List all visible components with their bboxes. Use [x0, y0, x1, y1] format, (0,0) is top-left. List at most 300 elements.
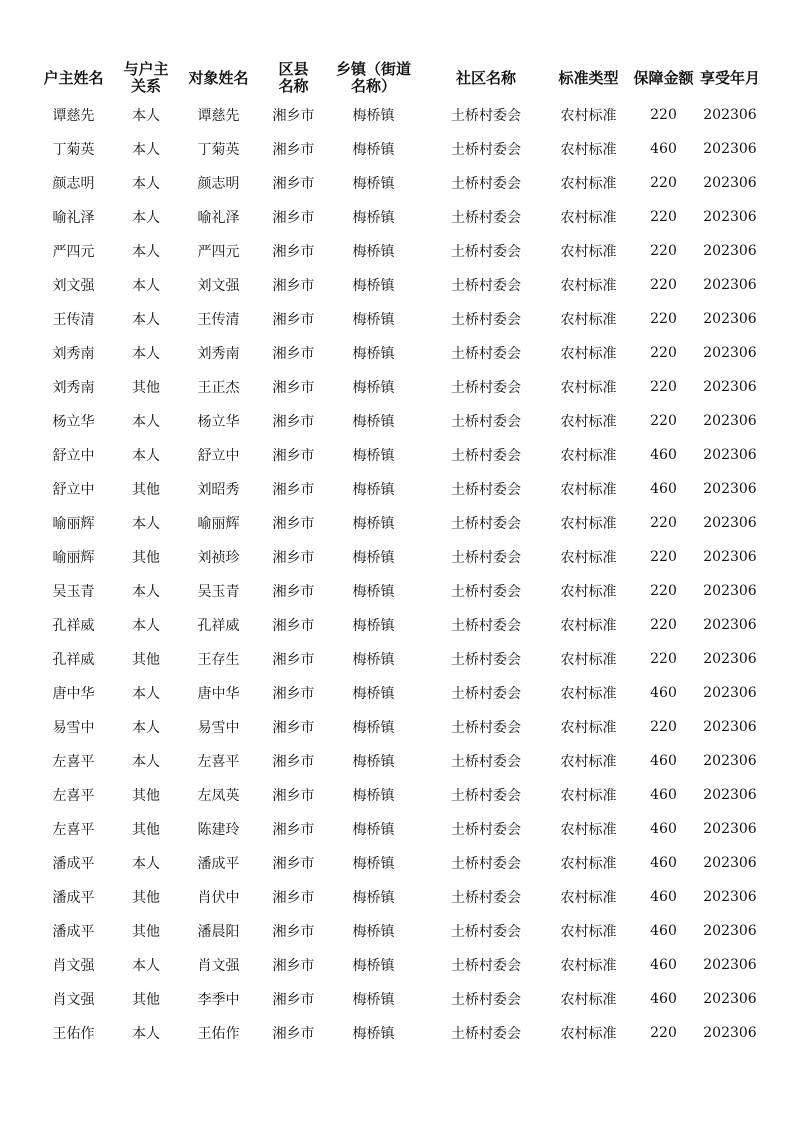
recipient-name-cell: 王佑作	[197, 1026, 240, 1042]
col-head-period	[696, 58, 764, 98]
householder-name-cell: 喻礼泽	[52, 210, 95, 226]
table-row	[26, 438, 764, 472]
table-row	[26, 880, 764, 914]
householder-name-cell: 丁菊英	[52, 142, 95, 158]
recipient-name-cell: 丁菊英	[197, 142, 240, 158]
relation-cell: 本人	[132, 108, 160, 124]
county-cell: 湘乡市	[272, 176, 315, 192]
householder-name-cell: 肖文强	[52, 992, 95, 1008]
recipient-name-cell: 刘文强	[197, 278, 240, 294]
community-cell: 土桥村委会	[451, 822, 521, 838]
amount-cell: 460	[650, 753, 677, 769]
township-cell: 梅桥镇	[352, 958, 395, 974]
community-cell: 土桥村委会	[451, 856, 521, 872]
county-cell: 湘乡市	[272, 550, 315, 566]
period-cell: 202306	[703, 447, 757, 463]
township-cell: 梅桥镇	[352, 448, 395, 464]
county-cell: 湘乡市	[272, 754, 315, 770]
householder-name-cell: 杨立华	[52, 414, 95, 430]
community-cell: 土桥村委会	[451, 958, 521, 974]
community-cell: 土桥村委会	[451, 686, 521, 702]
header-label-line: 社区名称	[455, 68, 516, 87]
relation-cell: 本人	[132, 720, 160, 736]
county-cell: 湘乡市	[272, 448, 315, 464]
township-cell: 梅桥镇	[352, 992, 395, 1008]
county-cell: 湘乡市	[272, 992, 315, 1008]
community-cell: 土桥村委会	[451, 108, 521, 124]
recipient-name-cell: 肖伏中	[197, 890, 240, 906]
relation-cell: 本人	[132, 278, 160, 294]
relation-cell: 本人	[132, 210, 160, 226]
householder-name-cell: 喻丽辉	[52, 516, 95, 532]
relation-cell: 本人	[132, 176, 160, 192]
relation-cell: 本人	[132, 516, 160, 532]
community-cell: 土桥村委会	[451, 244, 521, 260]
community-cell: 土桥村委会	[451, 414, 521, 430]
community-cell: 土桥村委会	[451, 516, 521, 532]
community-cell: 土桥村委会	[451, 142, 521, 158]
header-label-line: 标准类型	[558, 68, 619, 87]
period-cell: 202306	[703, 991, 757, 1007]
col-head-householder-name	[26, 58, 121, 98]
recipient-name-cell: 肖文强	[197, 958, 240, 974]
community-cell: 土桥村委会	[451, 924, 521, 940]
period-cell: 202306	[703, 855, 757, 871]
table-row	[26, 98, 764, 132]
township-cell: 梅桥镇	[352, 312, 395, 328]
county-cell: 湘乡市	[272, 482, 315, 498]
standard-type-cell: 农村标准	[560, 550, 617, 566]
standard-type-cell: 农村标准	[560, 720, 617, 736]
township-cell: 梅桥镇	[352, 346, 395, 362]
recipient-name-cell: 潘成平	[197, 856, 240, 872]
amount-cell: 220	[650, 107, 677, 123]
amount-cell: 220	[650, 583, 677, 599]
county-cell: 湘乡市	[272, 1026, 315, 1042]
community-cell: 土桥村委会	[451, 618, 521, 634]
standard-type-cell: 农村标准	[560, 210, 617, 226]
amount-cell: 220	[650, 549, 677, 565]
standard-type-cell: 农村标准	[560, 924, 617, 940]
relation-cell: 本人	[132, 958, 160, 974]
header-label-line: 享受年月	[699, 68, 760, 87]
period-cell: 202306	[703, 481, 757, 497]
relation-cell: 其他	[132, 550, 160, 566]
community-cell: 土桥村委会	[451, 550, 521, 566]
standard-type-cell: 农村标准	[560, 618, 617, 634]
period-cell: 202306	[703, 277, 757, 293]
header-label-line: 与户主	[123, 60, 169, 78]
county-cell: 湘乡市	[272, 686, 315, 702]
township-cell: 梅桥镇	[352, 618, 395, 634]
householder-name-cell: 吴玉青	[52, 584, 95, 600]
relation-cell: 其他	[132, 924, 160, 940]
community-cell: 土桥村委会	[451, 720, 521, 736]
standard-type-cell: 农村标准	[560, 346, 617, 362]
table-row	[26, 200, 764, 234]
relation-cell: 其他	[132, 890, 160, 906]
householder-name-cell: 刘秀南	[52, 346, 95, 362]
county-cell: 湘乡市	[272, 346, 315, 362]
community-cell: 土桥村委会	[451, 584, 521, 600]
standard-type-cell: 农村标准	[560, 992, 617, 1008]
township-cell: 梅桥镇	[352, 754, 395, 770]
table-row	[26, 574, 764, 608]
community-cell: 土桥村委会	[451, 754, 521, 770]
county-cell: 湘乡市	[272, 414, 315, 430]
community-cell: 土桥村委会	[451, 482, 521, 498]
community-cell: 土桥村委会	[451, 312, 521, 328]
period-cell: 202306	[703, 209, 757, 225]
recipient-name-cell: 潘晨阳	[197, 924, 240, 940]
table-row	[26, 914, 764, 948]
amount-cell: 460	[650, 991, 677, 1007]
recipient-name-cell: 严四元	[197, 244, 240, 260]
township-cell: 梅桥镇	[352, 788, 395, 804]
householder-name-cell: 孔祥威	[52, 618, 95, 634]
relation-cell: 本人	[132, 346, 160, 362]
table-row	[26, 1016, 764, 1050]
table-row	[26, 608, 764, 642]
householder-name-cell: 刘文强	[52, 278, 95, 294]
householder-name-cell: 潘成平	[52, 924, 95, 940]
header-label-line: 名称）	[350, 77, 396, 95]
standard-type-cell: 农村标准	[560, 142, 617, 158]
amount-cell: 220	[650, 345, 677, 361]
township-cell: 梅桥镇	[352, 1026, 395, 1042]
period-cell: 202306	[703, 787, 757, 803]
period-cell: 202306	[703, 311, 757, 327]
col-head-county	[266, 58, 321, 98]
amount-cell: 220	[650, 651, 677, 667]
township-cell: 梅桥镇	[352, 108, 395, 124]
recipient-name-cell: 易雪中	[197, 720, 240, 736]
recipient-name-cell: 颜志明	[197, 176, 240, 192]
recipient-name-cell: 孔祥威	[197, 618, 240, 634]
relation-cell: 本人	[132, 448, 160, 464]
county-cell: 湘乡市	[272, 788, 315, 804]
col-head-amount	[631, 58, 696, 98]
standard-type-cell: 农村标准	[560, 516, 617, 532]
householder-name-cell: 喻丽辉	[52, 550, 95, 566]
county-cell: 湘乡市	[272, 516, 315, 532]
table-row	[26, 302, 764, 336]
standard-type-cell: 农村标准	[560, 856, 617, 872]
relation-cell: 本人	[132, 686, 160, 702]
amount-cell: 460	[650, 957, 677, 973]
amount-cell: 460	[650, 685, 677, 701]
township-cell: 梅桥镇	[352, 244, 395, 260]
standard-type-cell: 农村标准	[560, 244, 617, 260]
recipient-name-cell: 陈建玲	[197, 822, 240, 838]
col-head-standard-type	[546, 58, 631, 98]
recipient-name-cell: 刘祯珍	[197, 550, 240, 566]
amount-cell: 460	[650, 889, 677, 905]
period-cell: 202306	[703, 243, 757, 259]
header-label-line: 对象姓名	[188, 68, 249, 87]
community-cell: 土桥村委会	[451, 278, 521, 294]
householder-name-cell: 谭慈先	[52, 108, 95, 124]
householder-name-cell: 刘秀南	[52, 380, 95, 396]
township-cell: 梅桥镇	[352, 652, 395, 668]
township-cell: 梅桥镇	[352, 482, 395, 498]
county-cell: 湘乡市	[272, 958, 315, 974]
householder-name-cell: 颜志明	[52, 176, 95, 192]
county-cell: 湘乡市	[272, 108, 315, 124]
recipient-name-cell: 刘秀南	[197, 346, 240, 362]
header-label-line: 名称	[278, 77, 309, 95]
amount-cell: 220	[650, 719, 677, 735]
amount-cell: 220	[650, 175, 677, 191]
standard-type-cell: 农村标准	[560, 448, 617, 464]
standard-type-cell: 农村标准	[560, 414, 617, 430]
standard-type-cell: 农村标准	[560, 108, 617, 124]
amount-cell: 220	[650, 413, 677, 429]
amount-cell: 220	[650, 311, 677, 327]
recipient-name-cell: 王正杰	[197, 380, 240, 396]
township-cell: 梅桥镇	[352, 380, 395, 396]
table-body	[26, 98, 764, 1050]
township-cell: 梅桥镇	[352, 686, 395, 702]
county-cell: 湘乡市	[272, 856, 315, 872]
period-cell: 202306	[703, 107, 757, 123]
period-cell: 202306	[703, 685, 757, 701]
standard-type-cell: 农村标准	[560, 278, 617, 294]
amount-cell: 460	[650, 821, 677, 837]
standard-type-cell: 农村标准	[560, 754, 617, 770]
period-cell: 202306	[703, 719, 757, 735]
header-row	[26, 58, 764, 98]
township-cell: 梅桥镇	[352, 414, 395, 430]
col-head-township	[321, 58, 426, 98]
table-row	[26, 404, 764, 438]
period-cell: 202306	[703, 345, 757, 361]
standard-type-cell: 农村标准	[560, 890, 617, 906]
table-row	[26, 778, 764, 812]
county-cell: 湘乡市	[272, 142, 315, 158]
standard-type-cell: 农村标准	[560, 584, 617, 600]
county-cell: 湘乡市	[272, 380, 315, 396]
relation-cell: 本人	[132, 414, 160, 430]
recipient-name-cell: 吴玉青	[197, 584, 240, 600]
relation-cell: 其他	[132, 380, 160, 396]
township-cell: 梅桥镇	[352, 142, 395, 158]
county-cell: 湘乡市	[272, 244, 315, 260]
householder-name-cell: 舒立中	[52, 448, 95, 464]
standard-type-cell: 农村标准	[560, 482, 617, 498]
county-cell: 湘乡市	[272, 618, 315, 634]
householder-name-cell: 王佑作	[52, 1026, 95, 1042]
relation-cell: 其他	[132, 788, 160, 804]
table-header	[26, 58, 764, 98]
standard-type-cell: 农村标准	[560, 176, 617, 192]
county-cell: 湘乡市	[272, 584, 315, 600]
recipient-name-cell: 李季中	[197, 992, 240, 1008]
period-cell: 202306	[703, 549, 757, 565]
relation-cell: 本人	[132, 244, 160, 260]
amount-cell: 220	[650, 515, 677, 531]
community-cell: 土桥村委会	[451, 890, 521, 906]
county-cell: 湘乡市	[272, 278, 315, 294]
recipient-name-cell: 左凤英	[197, 788, 240, 804]
recipient-name-cell: 王传清	[197, 312, 240, 328]
period-cell: 202306	[703, 617, 757, 633]
period-cell: 202306	[703, 923, 757, 939]
township-cell: 梅桥镇	[352, 550, 395, 566]
community-cell: 土桥村委会	[451, 992, 521, 1008]
township-cell: 梅桥镇	[352, 278, 395, 294]
amount-cell: 460	[650, 923, 677, 939]
township-cell: 梅桥镇	[352, 210, 395, 226]
recipient-name-cell: 舒立中	[197, 448, 240, 464]
county-cell: 湘乡市	[272, 210, 315, 226]
table-row	[26, 166, 764, 200]
period-cell: 202306	[703, 753, 757, 769]
header-label-line: 关系	[130, 77, 161, 95]
table-row	[26, 744, 764, 778]
community-cell: 土桥村委会	[451, 788, 521, 804]
amount-cell: 460	[650, 481, 677, 497]
relation-cell: 其他	[132, 652, 160, 668]
standard-type-cell: 农村标准	[560, 652, 617, 668]
community-cell: 土桥村委会	[451, 380, 521, 396]
community-cell: 土桥村委会	[451, 210, 521, 226]
community-cell: 土桥村委会	[451, 346, 521, 362]
period-cell: 202306	[703, 515, 757, 531]
county-cell: 湘乡市	[272, 924, 315, 940]
header-label-line: 区县	[278, 60, 309, 78]
relation-cell: 其他	[132, 992, 160, 1008]
county-cell: 湘乡市	[272, 312, 315, 328]
assistance-roster-table	[26, 58, 764, 1050]
table-row	[26, 982, 764, 1016]
amount-cell: 220	[650, 379, 677, 395]
township-cell: 梅桥镇	[352, 176, 395, 192]
township-cell: 梅桥镇	[352, 822, 395, 838]
amount-cell: 220	[650, 617, 677, 633]
table-row	[26, 234, 764, 268]
community-cell: 土桥村委会	[451, 176, 521, 192]
period-cell: 202306	[703, 583, 757, 599]
amount-cell: 220	[650, 209, 677, 225]
recipient-name-cell: 唐中华	[197, 686, 240, 702]
amount-cell: 220	[650, 1025, 677, 1041]
standard-type-cell: 农村标准	[560, 686, 617, 702]
table-row	[26, 506, 764, 540]
amount-cell: 460	[650, 447, 677, 463]
township-cell: 梅桥镇	[352, 856, 395, 872]
householder-name-cell: 孔祥威	[52, 652, 95, 668]
relation-cell: 其他	[132, 822, 160, 838]
relation-cell: 本人	[132, 618, 160, 634]
householder-name-cell: 左喜平	[52, 754, 95, 770]
householder-name-cell: 唐中华	[52, 686, 95, 702]
householder-name-cell: 易雪中	[52, 720, 95, 736]
county-cell: 湘乡市	[272, 822, 315, 838]
relation-cell: 其他	[132, 482, 160, 498]
relation-cell: 本人	[132, 856, 160, 872]
standard-type-cell: 农村标准	[560, 312, 617, 328]
period-cell: 202306	[703, 175, 757, 191]
householder-name-cell: 肖文强	[52, 958, 95, 974]
amount-cell: 220	[650, 243, 677, 259]
county-cell: 湘乡市	[272, 652, 315, 668]
amount-cell: 460	[650, 141, 677, 157]
relation-cell: 本人	[132, 312, 160, 328]
table-row	[26, 132, 764, 166]
standard-type-cell: 农村标准	[560, 1026, 617, 1042]
period-cell: 202306	[703, 379, 757, 395]
period-cell: 202306	[703, 957, 757, 973]
county-cell: 湘乡市	[272, 890, 315, 906]
recipient-name-cell: 左喜平	[197, 754, 240, 770]
amount-cell: 220	[650, 277, 677, 293]
period-cell: 202306	[703, 651, 757, 667]
recipient-name-cell: 喻丽辉	[197, 516, 240, 532]
standard-type-cell: 农村标准	[560, 958, 617, 974]
county-cell: 湘乡市	[272, 720, 315, 736]
community-cell: 土桥村委会	[451, 448, 521, 464]
table-row	[26, 676, 764, 710]
householder-name-cell: 潘成平	[52, 890, 95, 906]
township-cell: 梅桥镇	[352, 584, 395, 600]
recipient-name-cell: 王存生	[197, 652, 240, 668]
table-row	[26, 370, 764, 404]
householder-name-cell: 潘成平	[52, 856, 95, 872]
header-label-line: 乡镇（街道	[335, 60, 411, 78]
township-cell: 梅桥镇	[352, 516, 395, 532]
township-cell: 梅桥镇	[352, 924, 395, 940]
relation-cell: 本人	[132, 142, 160, 158]
col-head-recipient-name	[171, 58, 266, 98]
recipient-name-cell: 喻礼泽	[197, 210, 240, 226]
col-head-community	[426, 58, 546, 98]
table-row	[26, 336, 764, 370]
table-row	[26, 472, 764, 506]
amount-cell: 460	[650, 787, 677, 803]
community-cell: 土桥村委会	[451, 652, 521, 668]
community-cell: 土桥村委会	[451, 1026, 521, 1042]
householder-name-cell: 左喜平	[52, 788, 95, 804]
relation-cell: 本人	[132, 1026, 160, 1042]
householder-name-cell: 左喜平	[52, 822, 95, 838]
table-row	[26, 268, 764, 302]
period-cell: 202306	[703, 413, 757, 429]
township-cell: 梅桥镇	[352, 720, 395, 736]
householder-name-cell: 严四元	[52, 244, 95, 260]
relation-cell: 本人	[132, 584, 160, 600]
standard-type-cell: 农村标准	[560, 788, 617, 804]
recipient-name-cell: 谭慈先	[197, 108, 240, 124]
table-row	[26, 642, 764, 676]
householder-name-cell: 舒立中	[52, 482, 95, 498]
relation-cell: 本人	[132, 754, 160, 770]
standard-type-cell: 农村标准	[560, 380, 617, 396]
amount-cell: 460	[650, 855, 677, 871]
table-row	[26, 948, 764, 982]
recipient-name-cell: 杨立华	[197, 414, 240, 430]
table-row	[26, 846, 764, 880]
period-cell: 202306	[703, 141, 757, 157]
header-label-line: 保障金额	[633, 68, 694, 87]
table-row	[26, 812, 764, 846]
period-cell: 202306	[703, 889, 757, 905]
table-row	[26, 710, 764, 744]
recipient-name-cell: 刘昭秀	[197, 482, 240, 498]
period-cell: 202306	[703, 821, 757, 837]
table-row	[26, 540, 764, 574]
period-cell: 202306	[703, 1025, 757, 1041]
